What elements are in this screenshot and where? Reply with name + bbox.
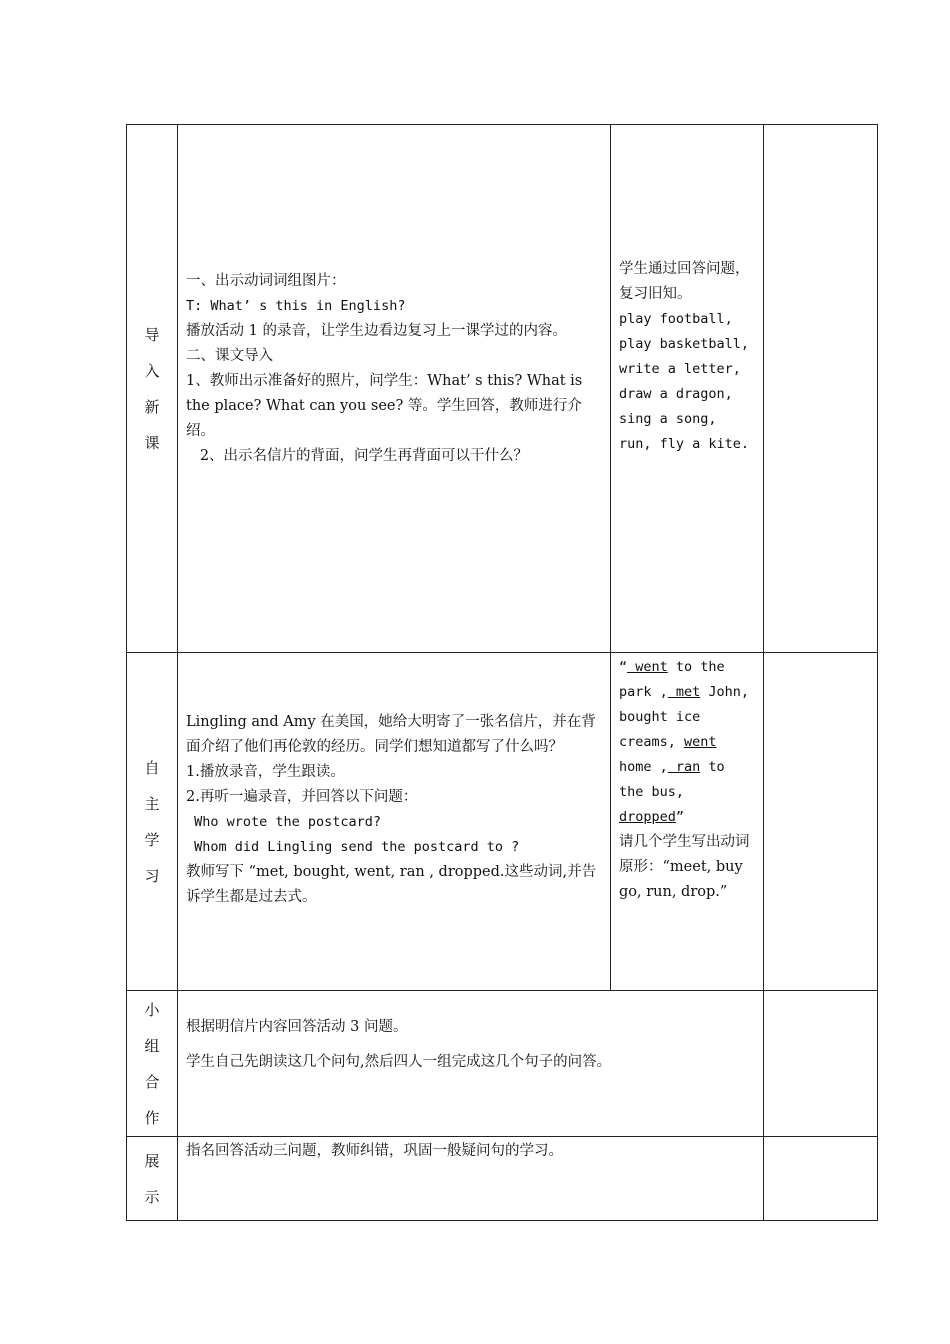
passage-text: John, bought ice creams, (619, 684, 750, 750)
label-char: 习 (144, 866, 160, 885)
label-char: 合 (144, 1072, 160, 1091)
student-line: draw a dragon, (619, 386, 733, 402)
activity-line: 教师写下 “met, bought, went, ran , dropped.这些动词,并告诉学生都是过去式。 (186, 864, 597, 905)
teacher-activity-self-study (178, 653, 611, 991)
notes-intro (764, 125, 878, 653)
row-self-study (127, 653, 878, 991)
row-group-work (127, 991, 878, 1137)
activity-line: 一、出示动词词组图片： (186, 273, 346, 289)
activity-line: Whom did Lingling send the postcard to ? (186, 839, 520, 855)
label-char: 主 (144, 794, 160, 813)
student-line: play basketball, (619, 336, 750, 352)
label-char: 课 (144, 433, 160, 452)
teacher-activity-intro (178, 125, 611, 653)
row-label-presentation (127, 1137, 178, 1221)
passage-text: to the bus, (619, 759, 725, 800)
student-line: sing a song, (619, 411, 717, 427)
student-line: run, fly a kite. (619, 436, 750, 452)
passage-text: to the park , (619, 659, 725, 700)
activity-line: Who wrote the postcard? (186, 814, 382, 830)
activity-group-work (178, 991, 764, 1137)
verb-met: met (667, 684, 701, 700)
activity-presentation (178, 1137, 764, 1221)
activity-line: T: What’ s this in English? (186, 298, 406, 314)
label-char: 小 (144, 1000, 160, 1019)
notes-group-work (764, 991, 878, 1137)
label-char: 示 (144, 1187, 160, 1206)
label-char: 学 (144, 830, 160, 849)
row-presentation (127, 1137, 878, 1221)
student-passage (619, 655, 757, 830)
activity-line: 2.再听一遍录音，并回答以下问题： (186, 789, 418, 805)
activity-line: 2、出示名信片的背面，问学生再背面可以干什么？ (186, 448, 529, 464)
quote-mark: ” (675, 809, 685, 825)
activity-line: 1、教师出示准备好的照片，问学生：What’ s this? What is the place? What can you see? 等。学生回答，教师进行介绍。 (186, 373, 583, 439)
student-line: play football, (619, 311, 733, 327)
activity-line: 学生自己先朗读这几个问句,然后四人一组完成这几个句子的问答。 (186, 1054, 612, 1070)
notes-self-study (764, 653, 878, 991)
activity-line: 根据明信片内容回答活动 3 问题。 (186, 1019, 408, 1035)
row-intro (127, 125, 878, 653)
student-line: write a letter, (619, 361, 741, 377)
label-char: 自 (144, 758, 160, 777)
quote-mark: “ (619, 659, 628, 675)
label-char: 作 (144, 1108, 160, 1127)
verb-went: went (627, 659, 668, 675)
label-char: 组 (144, 1036, 160, 1055)
student-line: 学生通过回答问题，复习旧知。 (619, 261, 750, 302)
row-label-intro (127, 125, 178, 653)
activity-line: 指名回答活动三问题，教师纠错，巩固一般疑问句的学习。 (186, 1143, 563, 1159)
student-activity-self-study (611, 653, 764, 991)
label-char: 导 (144, 325, 160, 344)
verb-ran: ran (667, 759, 701, 775)
activity-line: Lingling and Amy 在美国，她给大明寄了一张名信片，并在背面介绍了他们再伦敦的经历。同学们想知道都写了什么吗？ (186, 714, 596, 755)
lesson-plan-table (126, 124, 878, 1221)
passage-text: home , (619, 759, 668, 775)
notes-presentation (764, 1137, 878, 1221)
label-char: 入 (144, 361, 160, 380)
verb-dropped: dropped (619, 809, 676, 825)
activity-line: 播放活动 1 的录音，让学生边看边复习上一课学过的内容。 (186, 323, 567, 339)
student-note: 请几个学生写出动词原形：“meet, buy go, run, drop.” (619, 834, 750, 900)
label-char: 新 (144, 397, 160, 416)
activity-line: 1.播放录音，学生跟读。 (186, 764, 345, 780)
verb-went: went (684, 734, 717, 750)
label-char: 展 (144, 1151, 160, 1170)
activity-line: 二、课文导入 (186, 348, 273, 364)
row-label-self-study (127, 653, 178, 991)
student-activity-intro (611, 125, 764, 653)
row-label-group-work (127, 991, 178, 1137)
